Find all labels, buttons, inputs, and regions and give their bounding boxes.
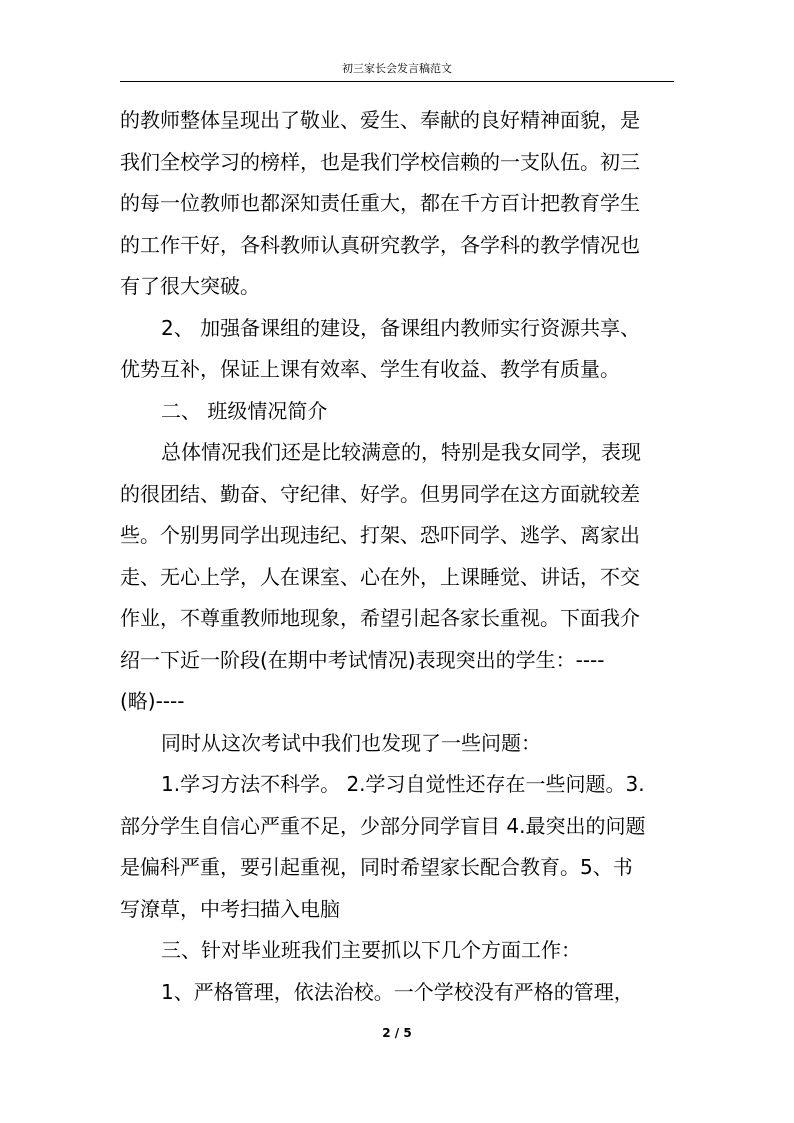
body-line: 我们全校学习的榜样，也是我们学校信赖的一支队伍。初三	[120, 149, 640, 174]
body-line: (略)----	[120, 689, 185, 713]
header-divider	[120, 81, 674, 82]
body-line: 绍一下近一阶段(在期中考试情况)表现突出的学生：----	[120, 647, 605, 672]
body-line: 同时从这次考试中我们也发现了一些问题：	[161, 730, 541, 755]
body-line: 写潦草，中考扫描入电脑	[120, 896, 340, 921]
body-line: 走、无心上学，人在课室、心在外，上课睡觉、讲话，不交	[120, 564, 640, 589]
body-line: 的很团结、勤奋、守纪律、好学。但男同学在这方面就较差	[120, 481, 640, 506]
body-line: 总体情况我们还是比较满意的，特别是我女同学，表现	[161, 440, 641, 464]
section-heading: 三、针对毕业班我们主要抓以下几个方面工作：	[161, 938, 581, 962]
body-line: 有了很大突破。	[120, 274, 260, 298]
page-number: 2 / 5	[382, 1026, 412, 1040]
body-line: 2、 加强备课组的建设，备课组内教师实行资源共享、	[161, 315, 641, 340]
body-line: 的教师整体呈现出了敬业、爱生、奉献的良好精神面貌，是	[120, 108, 640, 132]
body-line: 的每一位教师也都深知责任重大，都在千方百计把教育学生	[120, 191, 640, 215]
page-header: 初三家长会发言稿范文	[342, 62, 452, 75]
body-line: 1.学习方法不科学。 2.学习自觉性还存在一些问题。3.	[161, 772, 645, 796]
document-body	[120, 100, 690, 1013]
body-line: 作业，不尊重教师地现象，希望引起各家长重视。下面我介	[120, 606, 640, 630]
body-line: 1、严格管理，依法治校。一个学校没有严格的管理，	[161, 979, 634, 1004]
body-line: 些。个别男同学出现违纪、打架、恐吓同学、逃学、离家出	[120, 523, 640, 547]
body-line: 优势互补，保证上课有效率、学生有收益、教学有质量。	[120, 357, 620, 381]
body-line: 的工作干好，各科教师认真研究教学，各学科的教学情况也	[120, 232, 640, 257]
body-line: 是偏科严重，要引起重视，同时希望家长配合教育。5、书	[120, 855, 633, 879]
body-line: 部分学生自信心严重不足，少部分同学盲目 4.最突出的问题	[120, 813, 646, 838]
section-heading: 二、 班级情况简介	[161, 398, 328, 423]
